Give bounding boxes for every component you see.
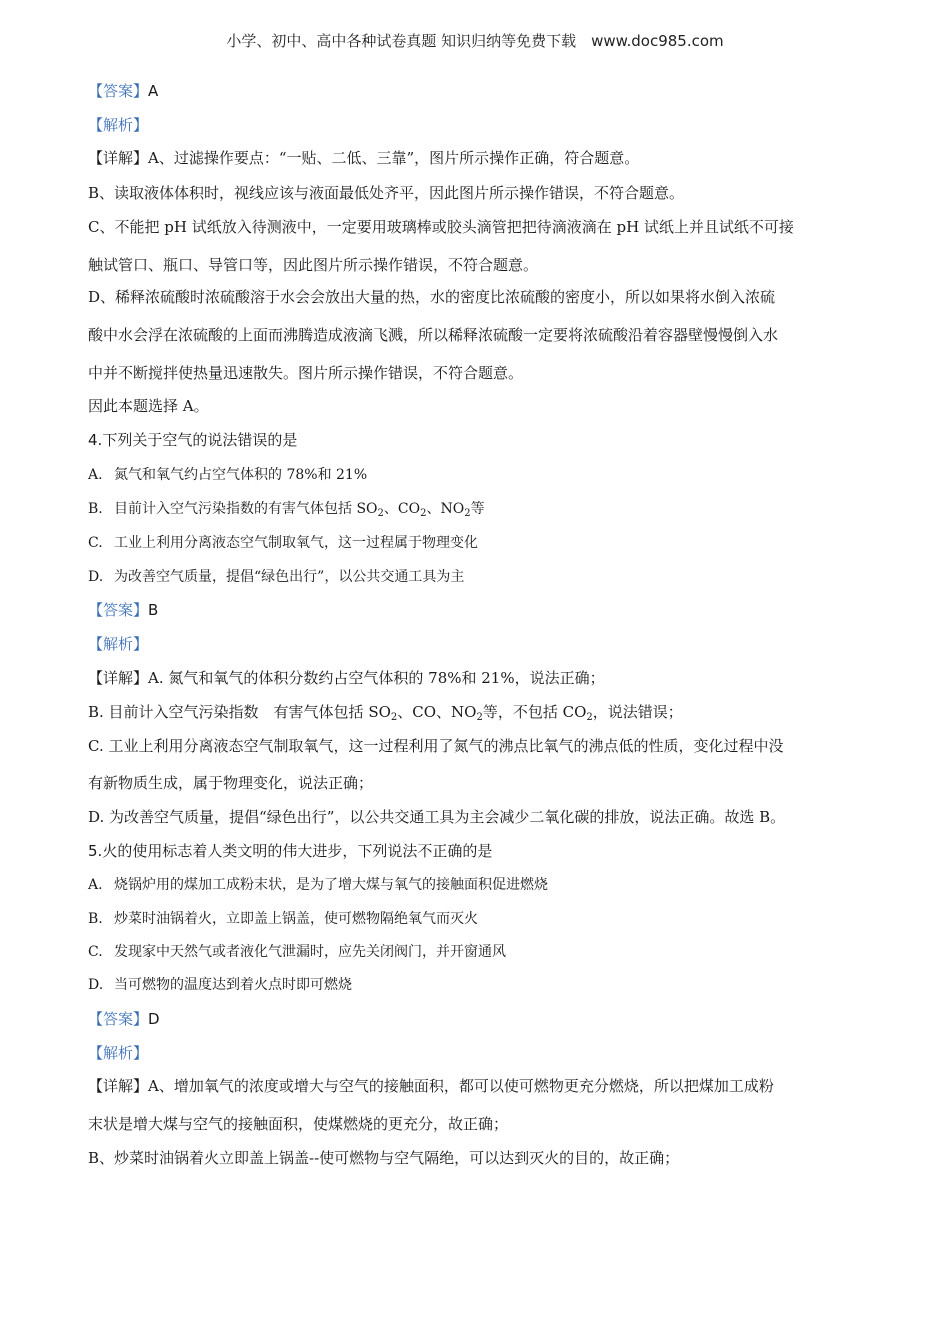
option-letter: A. bbox=[88, 877, 103, 893]
page-header: 小学、初中、高中各种试卷真题 知识归纳等免费下载 www.doc985.com bbox=[226, 32, 724, 50]
option-letter: B. bbox=[88, 501, 103, 517]
detail-text: 、CO、NO bbox=[397, 703, 477, 721]
answer-tag: 【答案】 bbox=[88, 601, 149, 619]
q4-analysis-tag: 【解析】 bbox=[88, 635, 149, 653]
q4-option-d bbox=[88, 567, 464, 587]
option-letter: A. bbox=[88, 467, 103, 483]
q5-detail-b: B、炒菜时油锅着火立即盖上锅盖--使可燃物与空气隔绝，可以达到灭火的目的，故正确； bbox=[88, 1149, 680, 1167]
option-text: 发现家中天然气或者液化气泄漏时，应先关闭阀门，并开窗通风 bbox=[114, 944, 506, 960]
option-text: 炒菜时油锅着火，立即盖上锅盖，使可燃物隔绝氧气而灭火 bbox=[114, 911, 478, 927]
option-text: 等 bbox=[470, 501, 485, 517]
option-text: 当可燃物的温度达到着火点时即可燃烧 bbox=[114, 977, 352, 993]
answer-value: A bbox=[148, 82, 159, 100]
q3-conclusion: 因此本题选择 A。 bbox=[88, 397, 209, 415]
q3-detail-d1: D、稀释浓硫酸时浓硫酸溶于水会会放出大量的热，水的密度比浓硫酸的密度小，所以如果将水倒入浓硫 bbox=[88, 288, 776, 306]
q4-detail-b bbox=[88, 702, 683, 728]
q3-detail-d2: 酸中水会浮在浓硫酸的上面而沸腾造成液滴飞溅，所以稀释浓硫酸一定要将浓硫酸沿着容器壁慢慢倒入水 bbox=[88, 326, 779, 344]
q5-option-d bbox=[88, 975, 352, 995]
q5-option-c bbox=[88, 942, 506, 962]
option-text: 为改善空气质量，提倡“绿色出行”，以公共交通工具为主 bbox=[114, 569, 465, 585]
q3-detail-c2: 触试管口、瓶口、导管口等，因此图片所示操作错误，不符合题意。 bbox=[88, 256, 539, 274]
q5-stem bbox=[88, 841, 492, 861]
q4-stem bbox=[88, 430, 297, 450]
option-letter: C. bbox=[88, 944, 103, 960]
q4-option-b bbox=[88, 499, 485, 524]
q3-analysis-tag: 【解析】 bbox=[88, 116, 149, 134]
q3-detail-a bbox=[88, 148, 639, 168]
q3-answer bbox=[88, 81, 158, 101]
subscript: 2 bbox=[377, 508, 384, 519]
q4-detail-c2: 有新物质生成，属于物理变化，说法正确； bbox=[88, 774, 374, 792]
detail-text: 等，不包括 CO bbox=[482, 703, 587, 721]
q5-option-a bbox=[88, 875, 548, 895]
detail-text: B. 目前计入空气污染指数 有害气体包括 SO bbox=[88, 703, 391, 721]
q4-detail-d: D. 为改善空气质量，提倡“绿色出行”，以公共交通工具为主会减少二氧化碳的排放，说法正确。故选 B。 bbox=[88, 808, 786, 826]
q5-option-b bbox=[88, 909, 478, 929]
option-text: 烧锅炉用的煤加工成粉末状，是为了增大煤与氧气的接触面积促进燃烧 bbox=[114, 877, 548, 893]
option-text: 目前计入空气污染指数的有害气体包括 SO bbox=[114, 501, 378, 517]
q5-detail-a1 bbox=[88, 1076, 774, 1096]
question-text: 火的使用标志着人类文明的伟大进步，下列说法不正确的是 bbox=[102, 842, 493, 860]
subscript: 2 bbox=[420, 508, 427, 519]
subscript: 2 bbox=[476, 712, 483, 723]
answer-tag: 【答案】 bbox=[88, 1010, 149, 1028]
q5-analysis-tag: 【解析】 bbox=[88, 1044, 149, 1062]
detail-text: A、过滤操作要点：“一贴、二低、三靠”，图片所示操作正确，符合题意。 bbox=[148, 149, 640, 167]
option-letter: D. bbox=[88, 977, 104, 993]
answer-value: B bbox=[148, 601, 159, 619]
detail-text: A、增加氧气的浓度或增大与空气的接触面积，都可以使可燃物更充分燃烧，所以把煤加工成粉 bbox=[148, 1077, 774, 1095]
detail-text: A. 氮气和氧气的体积分数约占空气体积的 78%和 21%，说法正确； bbox=[148, 669, 605, 687]
question-text: 下列关于空气的说法错误的是 bbox=[102, 431, 298, 449]
question-number: 5. bbox=[88, 842, 103, 860]
q4-detail-a bbox=[88, 668, 605, 688]
detail-tag: 【详解】 bbox=[88, 669, 149, 687]
q5-detail-a2: 末状是增大煤与空气的接触面积，使煤燃烧的更充分，故正确； bbox=[88, 1115, 509, 1133]
option-letter: D. bbox=[88, 569, 104, 585]
option-letter: B. bbox=[88, 911, 103, 927]
q5-answer bbox=[88, 1009, 160, 1029]
option-text: 氮气和氧气约占空气体积的 78%和 21% bbox=[114, 467, 368, 483]
detail-tag: 【详解】 bbox=[88, 1077, 149, 1095]
q3-detail-c1: C、不能把 pH 试纸放入待测液中，一定要用玻璃棒或胶头滴管把把待滴液滴在 pH 试纸上并且试纸不可接 bbox=[88, 218, 794, 236]
answer-value: D bbox=[148, 1010, 160, 1028]
subscript: 2 bbox=[586, 712, 593, 723]
q4-option-a bbox=[88, 465, 367, 485]
detail-tag: 【详解】 bbox=[88, 149, 149, 167]
option-text: 、NO bbox=[426, 501, 465, 517]
subscript: 2 bbox=[464, 508, 471, 519]
q4-detail-c1: C. 工业上利用分离液态空气制取氧气，这一过程利用了氮气的沸点比氧气的沸点低的性质，变化过程中没 bbox=[88, 737, 784, 755]
answer-tag: 【答案】 bbox=[88, 82, 149, 100]
q3-detail-b: B、读取液体体积时，视线应该与液面最低处齐平，因此图片所示操作错误，不符合题意。 bbox=[88, 184, 685, 202]
subscript: 2 bbox=[390, 712, 398, 723]
q3-detail-d3: 中并不断搅拌使热量迅速散失。图片所示操作错误，不符合题意。 bbox=[88, 364, 524, 382]
question-number: 4. bbox=[88, 431, 103, 449]
q4-answer bbox=[88, 600, 158, 620]
option-text: 工业上利用分离液态空气制取氧气，这一过程属于物理变化 bbox=[114, 535, 478, 551]
q4-option-c bbox=[88, 533, 478, 553]
option-letter: C. bbox=[88, 535, 103, 551]
option-text: 、CO bbox=[383, 501, 421, 517]
detail-text: ，说法错误； bbox=[592, 703, 683, 721]
